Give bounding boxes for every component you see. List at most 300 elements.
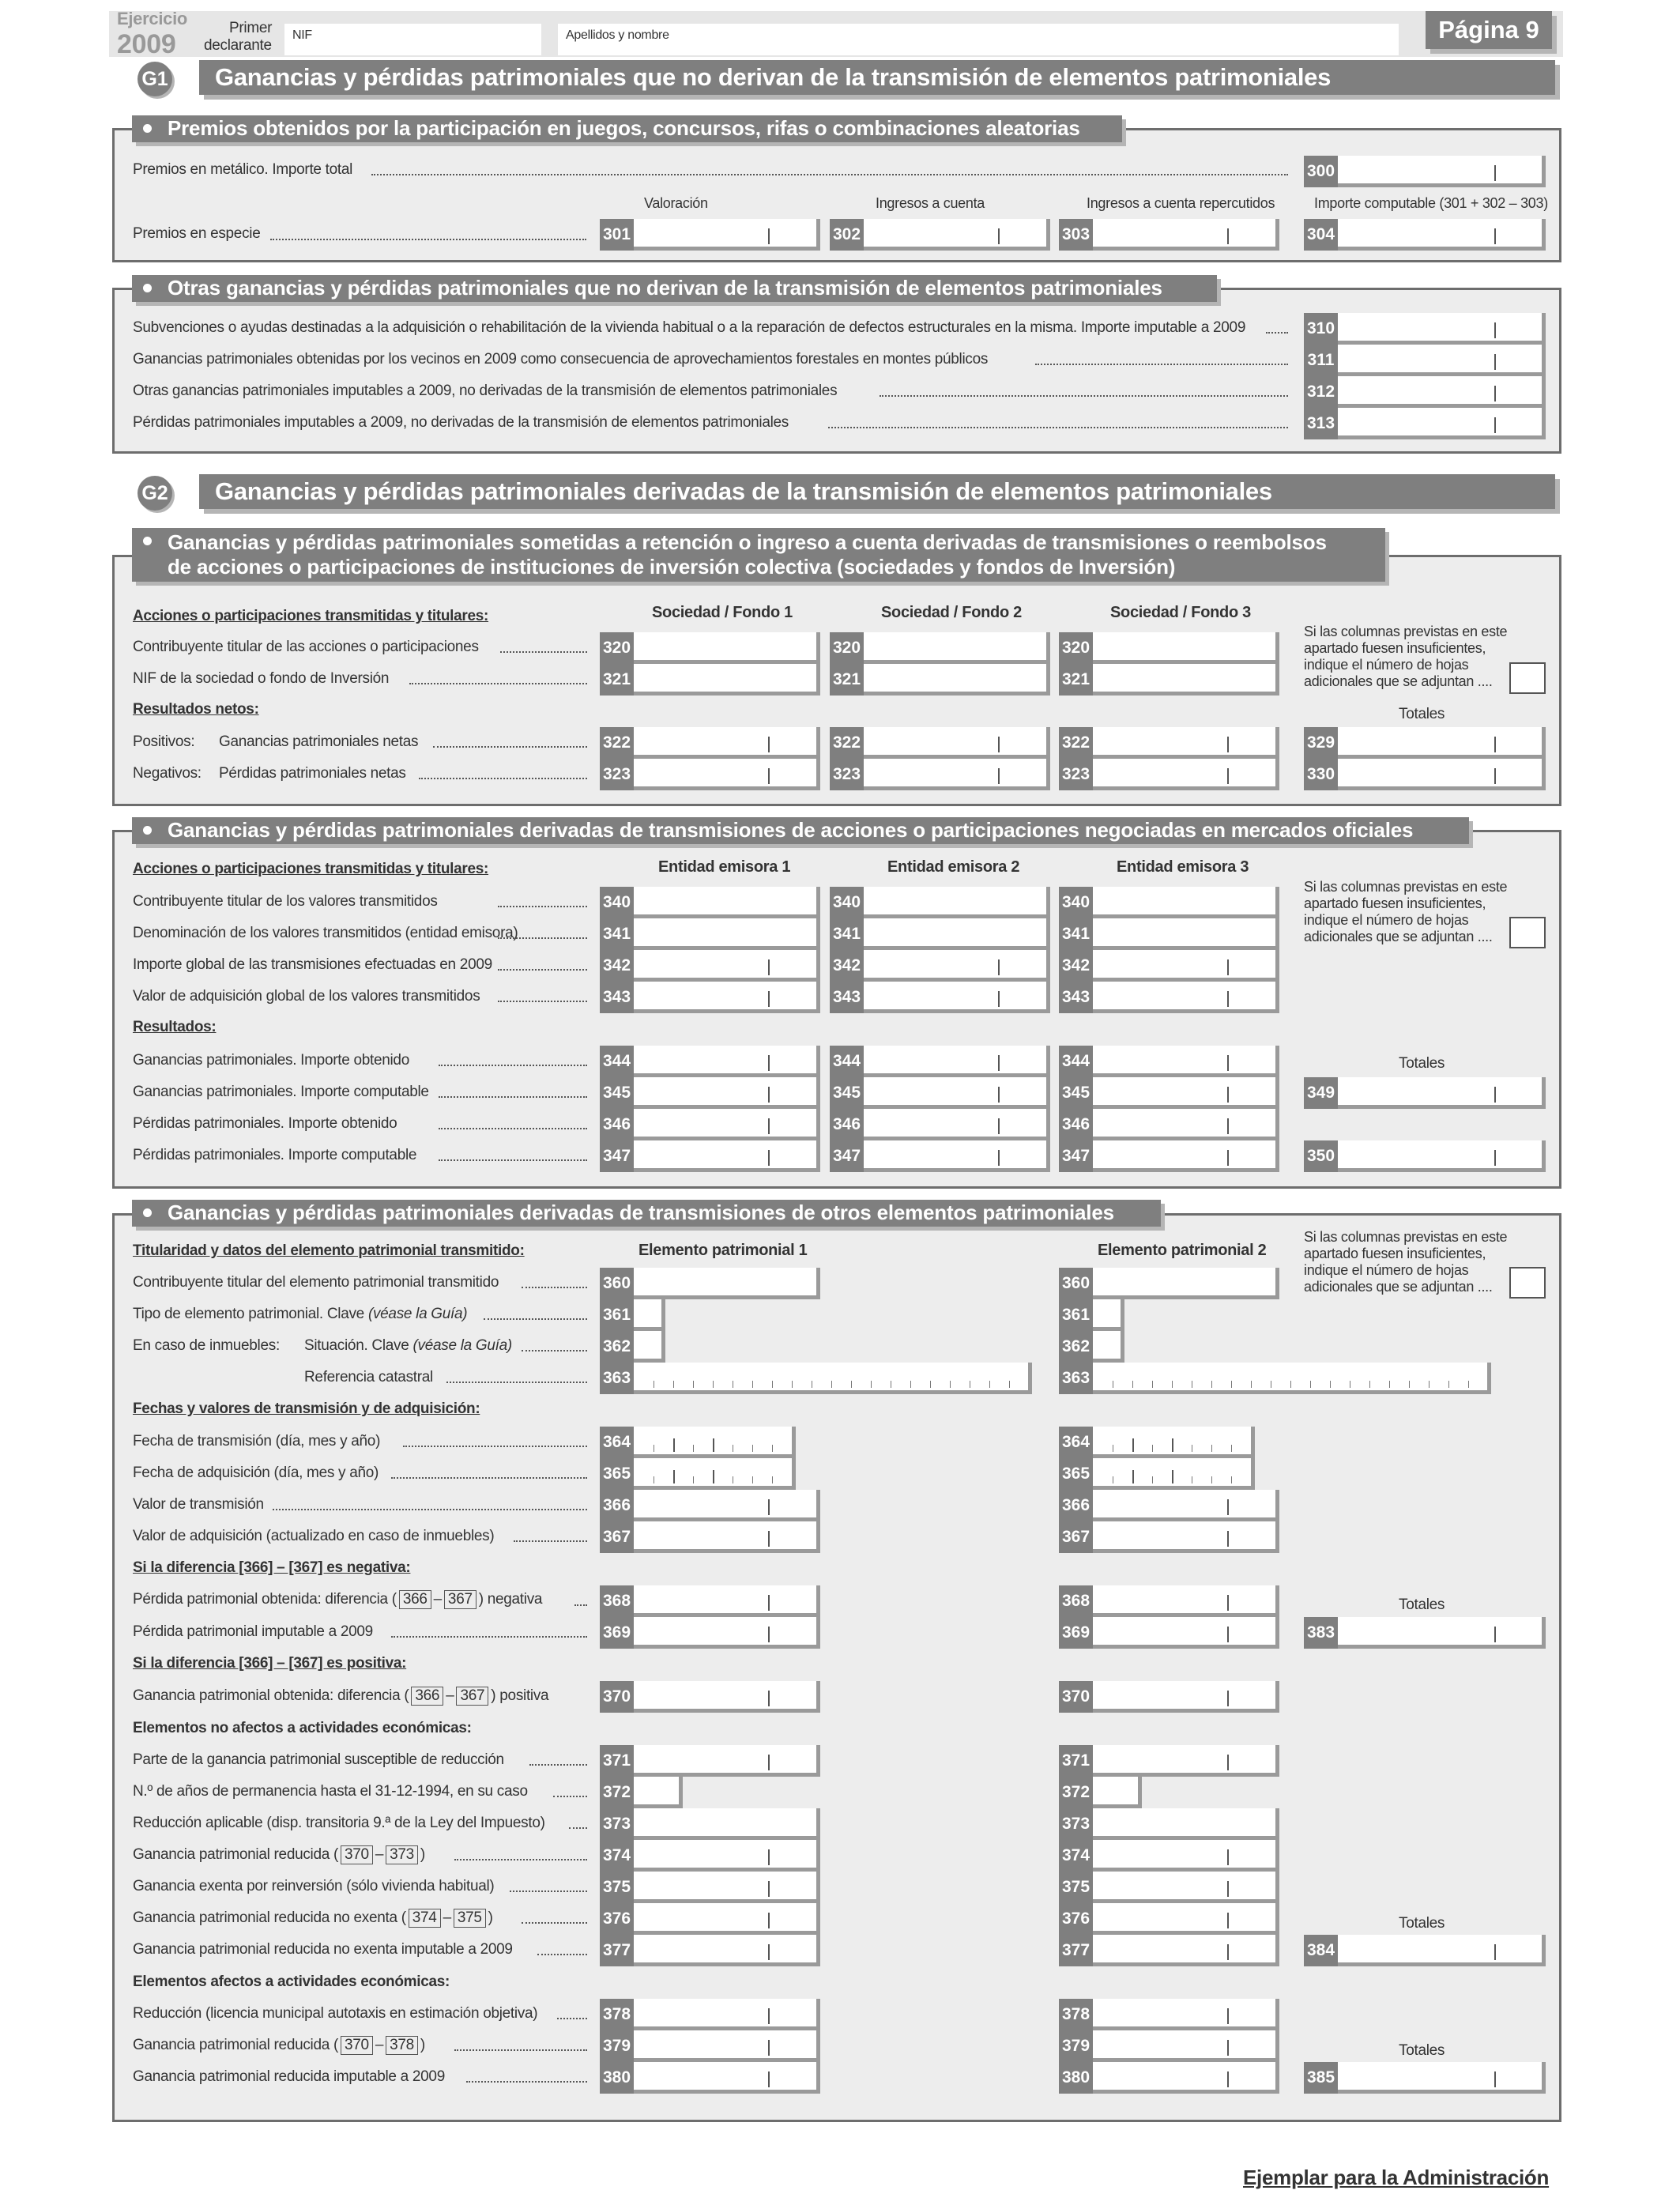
field-375-2[interactable] — [1093, 1872, 1279, 1903]
box-code-341: 341 — [830, 918, 864, 950]
otros-totales-384-label: Totales — [1399, 1915, 1445, 1932]
otros-reducida2-label: Ganancia patrimonial reducida ( 370 – 378 ) — [133, 2037, 425, 2053]
dot-leader — [510, 1891, 587, 1892]
otros-totales-383-label: Totales — [1399, 1596, 1445, 1613]
field-349[interactable] — [1338, 1077, 1546, 1109]
field-341-2[interactable] — [864, 918, 1050, 950]
field-362-1[interactable] — [634, 1331, 665, 1363]
field-363-2[interactable] — [1093, 1363, 1491, 1394]
mercados-row-label: Valor de adquisición global de los valores transmitidos — [133, 988, 480, 1005]
box-code-301: 301 — [600, 219, 634, 251]
box-code-343: 343 — [830, 982, 864, 1013]
iic-ganancias-label: Ganancias patrimoniales netas — [219, 733, 419, 750]
field-347-1[interactable] — [634, 1140, 820, 1172]
box-code-342: 342 — [600, 950, 634, 982]
dot-leader — [454, 1859, 587, 1860]
dot-leader — [498, 937, 587, 939]
field-363-1[interactable] — [634, 1363, 1032, 1394]
box-code-371: 371 — [1059, 1745, 1093, 1777]
field-376-1[interactable] — [634, 1903, 820, 1935]
box-code-378: 378 — [1059, 1999, 1093, 2030]
field-385[interactable] — [1338, 2062, 1546, 2094]
box-code-341: 341 — [600, 918, 634, 950]
box-code-365: 365 — [600, 1458, 634, 1490]
box-code-365: 365 — [1059, 1458, 1093, 1490]
field-344-2[interactable] — [864, 1046, 1050, 1077]
g1-title: Ganancias y pérdidas patrimoniales que no derivan de la transmisión de elementos patrimoniales — [199, 60, 1555, 95]
field-312[interactable] — [1338, 376, 1546, 408]
field-369-1[interactable] — [634, 1617, 820, 1649]
apellidos-field[interactable] — [558, 24, 1399, 55]
col-ingresos-rep: Ingresos a cuenta repercutidos — [1087, 195, 1275, 211]
field-344-3[interactable] — [1093, 1046, 1279, 1077]
dot-leader — [391, 1477, 587, 1479]
box-code-342: 342 — [1059, 950, 1093, 982]
field-320-2[interactable] — [864, 632, 1050, 664]
box-code-369: 369 — [600, 1617, 634, 1649]
box-code-345: 345 — [1059, 1077, 1093, 1109]
field-345-1[interactable] — [634, 1077, 820, 1109]
field-384[interactable] — [1338, 1935, 1546, 1966]
box-code-321: 321 — [1059, 664, 1093, 696]
field-300[interactable] — [1338, 156, 1546, 187]
dot-leader — [828, 427, 1288, 428]
mercados-acciones-label: Acciones o participaciones transmitidas y titulares: — [133, 861, 489, 877]
field-379-1[interactable] — [634, 2030, 820, 2062]
field-369-2[interactable] — [1093, 1617, 1279, 1649]
bullet-icon — [143, 284, 152, 292]
field-372-2[interactable] — [1093, 1777, 1142, 1808]
otros-totales-385-label: Totales — [1399, 2042, 1445, 2059]
field-340-3[interactable] — [1093, 887, 1279, 918]
box-code-364: 364 — [1059, 1427, 1093, 1458]
dot-leader — [439, 1159, 587, 1161]
mercados-title: Ganancias y pérdidas patrimoniales derivadas de transmisiones de acciones o participaciones negociadas en mercados oficiales — [132, 817, 1469, 844]
field-380-2[interactable] — [1093, 2062, 1279, 2094]
field-345-3[interactable] — [1093, 1077, 1279, 1109]
otros-parte-label: Parte de la ganancia patrimonial susceptible de reducción — [133, 1751, 504, 1768]
field-323-1[interactable] — [634, 759, 820, 790]
field-320-3[interactable] — [1093, 632, 1279, 664]
mercados-row-label: Contribuyente titular de los valores transmitidos — [133, 893, 438, 910]
otros-fecha-adq-label: Fecha de adquisición (día, mes y año) — [133, 1465, 379, 1481]
box-code-345: 345 — [830, 1077, 864, 1109]
iic-resultados-label: Resultados netos: — [133, 701, 259, 718]
nif-field[interactable] — [284, 24, 541, 55]
mercados-col1: Entidad emisora 1 — [658, 858, 791, 876]
mercados-si-columnas-l3: indique el número de hojas — [1304, 912, 1469, 928]
dot-leader — [880, 395, 1288, 397]
premios-especie-label: Premios en especie — [133, 225, 261, 242]
dot-leader — [537, 1954, 587, 1955]
otros-titular-label: Contribuyente titular del elemento patrimonial transmitido — [133, 1274, 499, 1291]
field-375-1[interactable] — [634, 1872, 820, 1903]
field-378-2[interactable] — [1093, 1999, 1279, 2030]
box-code-323: 323 — [830, 759, 864, 790]
g2-icon: G2 — [137, 476, 172, 511]
box-code-320: 320 — [1059, 632, 1093, 664]
box-code-383: 383 — [1304, 1617, 1338, 1649]
page-number-badge: Página 9 — [1426, 11, 1552, 49]
field-360-1[interactable] — [634, 1268, 820, 1299]
dot-leader — [466, 2081, 587, 2083]
field-374-2[interactable] — [1093, 1840, 1279, 1872]
field-304[interactable] — [1338, 219, 1546, 251]
field-367-2[interactable] — [1093, 1521, 1279, 1553]
otros-col1: Elemento patrimonial 1 — [638, 1242, 808, 1259]
dot-leader — [433, 746, 587, 748]
box-code-329: 329 — [1304, 727, 1338, 759]
field-346-3[interactable] — [1093, 1109, 1279, 1140]
bullet-icon — [143, 1208, 152, 1217]
field-302[interactable] — [864, 219, 1050, 251]
field-323-3[interactable] — [1093, 759, 1279, 790]
field-343-2[interactable] — [864, 982, 1050, 1013]
otras-row-312-label: Otras ganancias patrimoniales imputables a 2009, no derivadas de la transmisión de elementos patrimoniales — [133, 383, 838, 399]
box-code-379: 379 — [600, 2030, 634, 2062]
field-347-2[interactable] — [864, 1140, 1050, 1172]
dot-leader — [1266, 332, 1288, 334]
box-code-320: 320 — [830, 632, 864, 664]
dot-leader — [454, 2049, 587, 2051]
field-360-2[interactable] — [1093, 1268, 1279, 1299]
dot-leader — [439, 1096, 587, 1098]
dot-leader — [409, 683, 587, 684]
dot-leader — [371, 174, 1288, 175]
otros-exenta-label: Ganancia exenta por reinversión (sólo vivienda habitual) — [133, 1878, 495, 1894]
iic-si-columnas-l2: apartado fuesen insuficientes, — [1304, 640, 1486, 656]
iic-col2: Sociedad / Fondo 2 — [881, 604, 1022, 621]
otras-row-310-label: Subvenciones o ayudas destinadas a la adquisición o rehabilitación de la vivienda habitual o a la reparación de defectos estructurales en la misma. Importe imputable a 2009 — [133, 319, 1246, 336]
mercados-hojas-adicionales-input[interactable] — [1509, 917, 1546, 948]
dot-leader — [500, 651, 587, 653]
col-importe: Importe computable (301 + 302 – 303) — [1314, 195, 1548, 211]
dot-leader — [446, 1382, 587, 1383]
iic-title: Ganancias y pérdidas patrimoniales sometidas a retención o ingreso a cuenta derivadas de transmisiones o reembolsos de acciones o participaciones de instituciones de inversión colectiva (sociedades y fondos de Inversión) — [132, 528, 1385, 582]
box-code-380: 380 — [1059, 2062, 1093, 2094]
premios-metalico-label: Premios en metálico. Importe total — [133, 161, 353, 178]
field-343-3[interactable] — [1093, 982, 1279, 1013]
field-377-1[interactable] — [634, 1935, 820, 1966]
box-code-345: 345 — [600, 1077, 634, 1109]
box-code-368: 368 — [1059, 1585, 1093, 1617]
iic-si-columnas-l3: indique el número de hojas — [1304, 657, 1469, 673]
field-330[interactable] — [1338, 759, 1546, 790]
field-362-2[interactable] — [1093, 1331, 1124, 1363]
box-code-321: 321 — [830, 664, 864, 696]
box-code-372: 372 — [1059, 1777, 1093, 1808]
otros-title: Ganancias y pérdidas patrimoniales derivadas de transmisiones de otros elementos patrimoniales — [132, 1200, 1161, 1227]
field-376-2[interactable] — [1093, 1903, 1279, 1935]
box-code-342: 342 — [830, 950, 864, 982]
box-code-360: 360 — [1059, 1268, 1093, 1299]
box-code-311: 311 — [1304, 345, 1338, 376]
field-368-1[interactable] — [634, 1585, 820, 1617]
otros-red-licencia-label: Reducción (licencia municipal autotaxis en estimación objetiva) — [133, 2005, 538, 2022]
box-code-372: 372 — [600, 1777, 634, 1808]
dot-leader — [553, 1796, 587, 1797]
otros-no-exenta-imp-label: Ganancia patrimonial reducida no exenta imputable a 2009 — [133, 1941, 513, 1958]
dot-leader — [273, 1509, 587, 1510]
otros-reducida-imp-label: Ganancia patrimonial reducida imputable a 2009 — [133, 2068, 445, 2085]
box-code-376: 376 — [600, 1903, 634, 1935]
box-code-361: 361 — [600, 1299, 634, 1331]
field-341-1[interactable] — [634, 918, 820, 950]
field-374-1[interactable] — [634, 1840, 820, 1872]
otros-hojas-adicionales-input[interactable] — [1509, 1267, 1546, 1299]
mercados-si-columnas-l1: Si las columnas previstas en este — [1304, 879, 1508, 895]
field-377-2[interactable] — [1093, 1935, 1279, 1966]
field-370-1[interactable] — [634, 1681, 820, 1713]
field-378-1[interactable] — [634, 1999, 820, 2030]
field-365-2[interactable] — [1093, 1458, 1255, 1490]
mercados-res-label: Ganancias patrimoniales. Importe computable — [133, 1084, 429, 1100]
box-code-363: 363 — [600, 1363, 634, 1394]
field-366-1[interactable] — [634, 1490, 820, 1521]
mercados-si-columnas-l4: adicionales que se adjuntan .... — [1304, 929, 1493, 944]
mercados-col3: Entidad emisora 3 — [1117, 858, 1249, 876]
iic-si-columnas-l1: Si las columnas previstas en este — [1304, 624, 1508, 639]
field-371-1[interactable] — [634, 1745, 820, 1777]
dot-leader — [569, 1827, 587, 1829]
box-code-375: 375 — [1059, 1872, 1093, 1903]
otros-si-columnas-l2: apartado fuesen insuficientes, — [1304, 1246, 1486, 1261]
box-code-347: 347 — [830, 1140, 864, 1172]
box-code-343: 343 — [1059, 982, 1093, 1013]
box-code-376: 376 — [1059, 1903, 1093, 1935]
otros-no-afectos-label: Elementos no afectos a actividades económicas: — [133, 1720, 472, 1736]
box-code-300: 300 — [1304, 156, 1338, 187]
box-code-302: 302 — [830, 219, 864, 251]
mercados-row-label: Importe global de las transmisiones efectuadas en 2009 — [133, 956, 492, 973]
box-code-384: 384 — [1304, 1935, 1338, 1966]
otros-tipo-label: Tipo de elemento patrimonial. Clave (véase la Guía) — [133, 1306, 468, 1322]
box-code-366: 366 — [600, 1490, 634, 1521]
box-code-340: 340 — [1059, 887, 1093, 918]
box-code-341: 341 — [1059, 918, 1093, 950]
otros-referencia-label: Referencia catastral — [304, 1369, 433, 1385]
field-361-1[interactable] — [634, 1299, 665, 1331]
field-364-1[interactable] — [634, 1427, 796, 1458]
box-code-361: 361 — [1059, 1299, 1093, 1331]
field-322-2[interactable] — [864, 727, 1050, 759]
declarante-label: declarante — [204, 37, 272, 54]
otros-fechas-label: Fechas y valores de transmisión y de adquisición: — [133, 1400, 480, 1417]
mercados-col2: Entidad emisora 2 — [887, 858, 1020, 876]
otros-positiva-label: Si la diferencia [366] – [367] es positiva: — [133, 1655, 407, 1672]
box-code-370: 370 — [600, 1681, 634, 1713]
box-code-362: 362 — [1059, 1331, 1093, 1363]
box-code-304: 304 — [1304, 219, 1338, 251]
field-321-1[interactable] — [634, 664, 820, 696]
box-code-303: 303 — [1059, 219, 1093, 251]
otros-si-columnas-l1: Si las columnas previstas en este — [1304, 1229, 1508, 1245]
box-code-340: 340 — [600, 887, 634, 918]
box-code-368: 368 — [600, 1585, 634, 1617]
box-code-346: 346 — [600, 1109, 634, 1140]
otros-reducida-label: Ganancia patrimonial reducida ( 370 – 373 ) — [133, 1846, 425, 1863]
box-code-370: 370 — [1059, 1681, 1093, 1713]
year-label: 2009 — [117, 29, 176, 59]
box-code-374: 374 — [600, 1840, 634, 1872]
box-code-377: 377 — [600, 1935, 634, 1966]
field-341-3[interactable] — [1093, 918, 1279, 950]
field-373-1[interactable] — [634, 1808, 820, 1840]
box-code-323: 323 — [600, 759, 634, 790]
field-340-1[interactable] — [634, 887, 820, 918]
premios-title: Premios obtenidos por la participación en juegos, concursos, rifas o combinaciones aleatorias — [132, 115, 1122, 142]
iic-totales-label: Totales — [1399, 706, 1445, 722]
field-321-3[interactable] — [1093, 664, 1279, 696]
field-361-2[interactable] — [1093, 1299, 1124, 1331]
otros-si-columnas-l4: adicionales que se adjuntan .... — [1304, 1279, 1493, 1295]
box-code-320: 320 — [600, 632, 634, 664]
otros-anos-label: N.º de años de permanencia hasta el 31-12-1994, en su caso — [133, 1783, 528, 1800]
otros-reduccion-label: Reducción aplicable (disp. transitoria 9.ª de la Ley del Impuesto) — [133, 1815, 545, 1831]
box-code-366: 366 — [1059, 1490, 1093, 1521]
dot-leader — [439, 1065, 587, 1066]
field-346-2[interactable] — [864, 1109, 1050, 1140]
otros-valor-trans-label: Valor de transmisión — [133, 1496, 264, 1513]
field-367-1[interactable] — [634, 1521, 820, 1553]
field-342-1[interactable] — [634, 950, 820, 982]
box-code-344: 344 — [600, 1046, 634, 1077]
box-code-330: 330 — [1304, 759, 1338, 790]
field-346-1[interactable] — [634, 1109, 820, 1140]
box-code-367: 367 — [1059, 1521, 1093, 1553]
field-311[interactable] — [1338, 345, 1546, 376]
mercados-row-label: Denominación de los valores transmitidos (entidad emisora) — [133, 925, 518, 941]
box-code-373: 373 — [1059, 1808, 1093, 1840]
box-code-362: 362 — [600, 1331, 634, 1363]
box-code-347: 347 — [600, 1140, 634, 1172]
otros-inmuebles-label: En caso de inmuebles: — [133, 1337, 280, 1354]
ejercicio-label: Ejercicio — [117, 9, 188, 28]
field-364-2[interactable] — [1093, 1427, 1255, 1458]
field-373-2[interactable] — [1093, 1808, 1279, 1840]
field-368-2[interactable] — [1093, 1585, 1279, 1617]
field-340-2[interactable] — [864, 887, 1050, 918]
mercados-res-label: Pérdidas patrimoniales. Importe obtenido — [133, 1115, 397, 1132]
dot-leader — [498, 969, 587, 971]
dot-leader — [529, 1764, 587, 1766]
g1-icon: G1 — [137, 62, 172, 96]
box-code-373: 373 — [600, 1808, 634, 1840]
col-valoracion: Valoración — [644, 195, 708, 211]
box-code-380: 380 — [600, 2062, 634, 2094]
dot-leader — [514, 1540, 587, 1542]
field-343-1[interactable] — [634, 982, 820, 1013]
iic-col1: Sociedad / Fondo 1 — [652, 604, 793, 621]
field-372-1[interactable] — [634, 1777, 683, 1808]
otros-perdida-obt-label: Pérdida patrimonial obtenida: diferencia ( 366 – 367 ) negativa — [133, 1591, 543, 1608]
iic-acciones-label: Acciones o participaciones transmitidas y titulares: — [133, 608, 489, 624]
field-371-2[interactable] — [1093, 1745, 1279, 1777]
dot-leader — [270, 239, 586, 240]
dot-leader — [522, 1350, 587, 1351]
box-code-374: 374 — [1059, 1840, 1093, 1872]
dot-leader — [557, 2018, 587, 2019]
box-code-312: 312 — [1304, 376, 1338, 408]
field-342-2[interactable] — [864, 950, 1050, 982]
dot-leader — [522, 1287, 587, 1288]
bullet-icon — [143, 826, 152, 835]
otras-title: Otras ganancias y pérdidas patrimoniales que no derivan de la transmisión de elementos patrimoniales — [132, 275, 1217, 302]
box-code-360: 360 — [600, 1268, 634, 1299]
dot-leader — [498, 1001, 587, 1002]
field-322-1[interactable] — [634, 727, 820, 759]
box-code-322: 322 — [1059, 727, 1093, 759]
box-code-363: 363 — [1059, 1363, 1093, 1394]
dot-leader — [498, 906, 587, 907]
box-code-322: 322 — [830, 727, 864, 759]
field-303[interactable] — [1093, 219, 1279, 251]
field-342-3[interactable] — [1093, 950, 1279, 982]
field-323-2[interactable] — [864, 759, 1050, 790]
box-code-313: 313 — [1304, 408, 1338, 439]
field-350[interactable] — [1338, 1140, 1546, 1172]
otros-valor-adq-label: Valor de adquisición (actualizado en caso de inmuebles) — [133, 1528, 495, 1544]
box-code-377: 377 — [1059, 1935, 1093, 1966]
box-code-340: 340 — [830, 887, 864, 918]
primer-label: Primer — [229, 20, 273, 36]
box-code-347: 347 — [1059, 1140, 1093, 1172]
dot-leader — [391, 1636, 587, 1638]
iic-hojas-adicionales-input[interactable] — [1509, 662, 1546, 694]
mercados-totales-label: Totales — [1399, 1055, 1445, 1072]
box-code-379: 379 — [1059, 2030, 1093, 2062]
bullet-icon — [143, 537, 152, 545]
iic-si-columnas-l4: adicionales que se adjuntan .... — [1304, 673, 1493, 689]
footer-ejemplar: Ejemplar para la Administración — [1243, 2166, 1550, 2189]
field-329[interactable] — [1338, 727, 1546, 759]
iic-col3: Sociedad / Fondo 3 — [1110, 604, 1251, 621]
dot-leader — [419, 778, 587, 779]
dot-leader — [403, 1446, 587, 1447]
field-322-3[interactable] — [1093, 727, 1279, 759]
bullet-icon — [143, 124, 152, 133]
otros-ganancia-obt-label: Ganancia patrimonial obtenida: diferencia ( 366 – 367 ) positiva — [133, 1687, 549, 1704]
box-code-385: 385 — [1304, 2062, 1338, 2094]
field-366-2[interactable] — [1093, 1490, 1279, 1521]
box-code-322: 322 — [600, 727, 634, 759]
otros-col2: Elemento patrimonial 2 — [1098, 1242, 1267, 1259]
box-code-364: 364 — [600, 1427, 634, 1458]
field-321-2[interactable] — [864, 664, 1050, 696]
box-code-346: 346 — [830, 1109, 864, 1140]
field-347-3[interactable] — [1093, 1140, 1279, 1172]
field-380-1[interactable] — [634, 2062, 820, 2094]
field-379-2[interactable] — [1093, 2030, 1279, 2062]
field-344-1[interactable] — [634, 1046, 820, 1077]
field-310[interactable] — [1338, 313, 1546, 345]
field-301[interactable] — [634, 219, 820, 251]
dot-leader — [1035, 364, 1288, 365]
field-345-2[interactable] — [864, 1077, 1050, 1109]
field-313[interactable] — [1338, 408, 1546, 439]
box-code-350: 350 — [1304, 1140, 1338, 1172]
otros-negativa-label: Si la diferencia [366] – [367] es negativa: — [133, 1559, 411, 1576]
box-code-344: 344 — [830, 1046, 864, 1077]
field-365-1[interactable] — [634, 1458, 796, 1490]
col-ingresos: Ingresos a cuenta — [876, 195, 985, 211]
otros-titularidad-label: Titularidad y datos del elemento patrimonial transmitido: — [133, 1242, 525, 1259]
field-383[interactable] — [1338, 1617, 1546, 1649]
dot-leader — [522, 1922, 587, 1924]
dot-leader — [484, 1318, 587, 1320]
field-370-2[interactable] — [1093, 1681, 1279, 1713]
field-320-1[interactable] — [634, 632, 820, 664]
